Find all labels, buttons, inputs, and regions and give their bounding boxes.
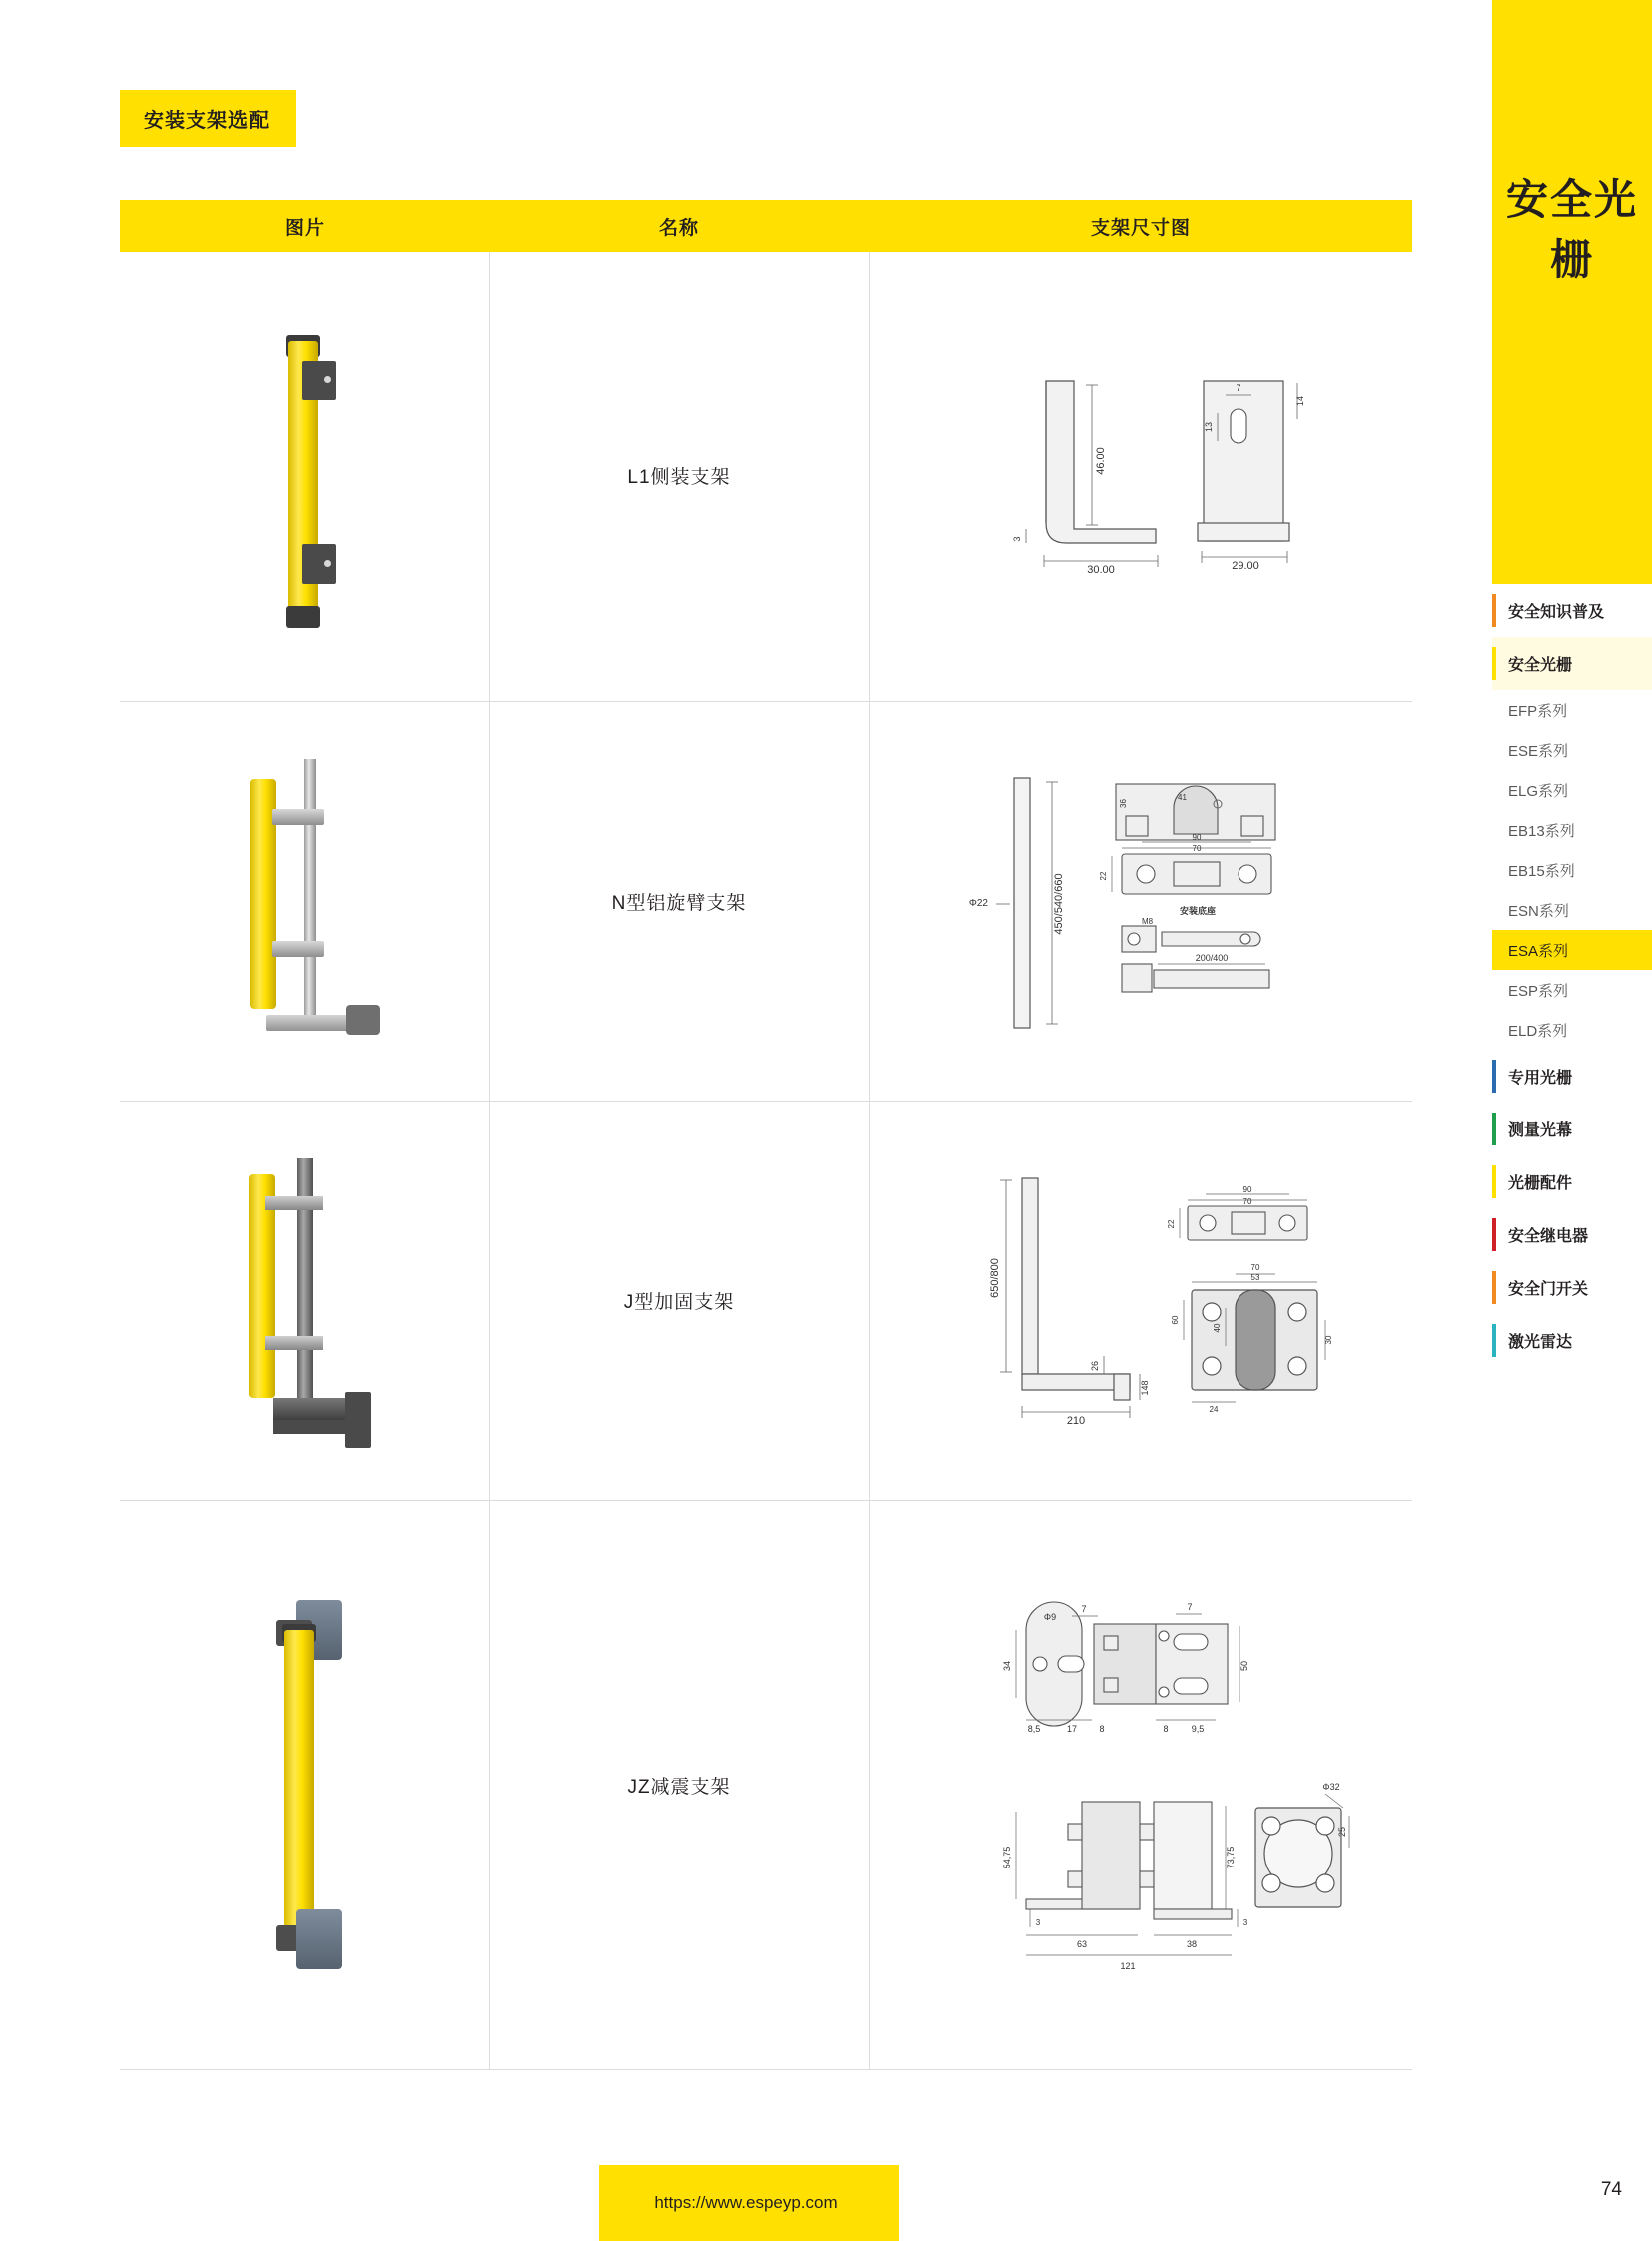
sidebar-color-bar: [1492, 594, 1496, 627]
cell-product-name: [489, 252, 869, 701]
svg-text:24: 24: [1209, 1405, 1219, 1414]
sidebar-subitem-label: ELD系列: [1508, 1022, 1568, 1040]
table-row: [120, 1500, 1412, 2069]
sidebar-subitem-1-6[interactable]: [1492, 930, 1652, 970]
sidebar-group-3[interactable]: [1492, 1103, 1652, 1155]
svg-text:148: 148: [1140, 1380, 1151, 1396]
svg-text:3: 3: [1243, 1918, 1248, 1927]
sidebar-subitem-1-3[interactable]: [1492, 810, 1652, 850]
svg-text:450/540/660: 450/540/660: [1053, 873, 1066, 935]
sidebar-subitem-1-8[interactable]: [1492, 1010, 1652, 1050]
page-number: 74: [1600, 2179, 1622, 2200]
svg-text:14: 14: [1295, 395, 1306, 406]
sidebar-group-label: 安全继电器: [1508, 1228, 1589, 1245]
sidebar-color-bar: [1492, 647, 1496, 680]
column-header-dimension: 支架尺寸图: [869, 200, 1412, 252]
sidebar-subitem-label: EB15系列: [1508, 862, 1575, 880]
sidebar-group-4[interactable]: [1492, 1155, 1652, 1208]
l1-side-mount-bracket-photo: [250, 327, 360, 626]
sidebar-group-label: 安全门开关: [1508, 1281, 1589, 1298]
svg-text:30.00: 30.00: [1087, 563, 1116, 576]
product-name-label: JZ减震支架: [627, 1776, 731, 1798]
sidebar-group-7[interactable]: [1492, 1314, 1652, 1367]
sidebar-subitem-1-2[interactable]: [1492, 770, 1652, 810]
svg-text:70: 70: [1242, 1197, 1252, 1206]
sidebar-group-label: 激光雷达: [1508, 1334, 1573, 1351]
svg-text:41: 41: [1178, 793, 1188, 802]
svg-text:60: 60: [1171, 1315, 1181, 1325]
sidebar-subitem-label: ESA系列: [1508, 942, 1569, 960]
svg-text:Φ22: Φ22: [969, 898, 989, 909]
table-header-row: [120, 200, 1412, 252]
cell-product-name: [489, 1500, 869, 2069]
product-name-label: J型加固支架: [623, 1291, 735, 1313]
svg-text:7: 7: [1187, 1602, 1193, 1612]
svg-text:121: 121: [1120, 1961, 1136, 1971]
sidebar-subitem-1-7[interactable]: [1492, 970, 1652, 1010]
sidebar-group-label: 测量光幕: [1508, 1122, 1573, 1139]
svg-text:73,75: 73,75: [1226, 1846, 1237, 1869]
svg-text:13: 13: [1204, 421, 1215, 432]
cell-product-name: [489, 1101, 869, 1500]
svg-text:M8: M8: [1142, 917, 1154, 926]
cell-product-name: [489, 701, 869, 1101]
svg-text:90: 90: [1192, 833, 1202, 842]
svg-text:54,75: 54,75: [1002, 1846, 1013, 1869]
svg-text:7: 7: [1236, 382, 1241, 393]
svg-text:38: 38: [1187, 1939, 1198, 1949]
sidebar-subitem-1-1[interactable]: [1492, 730, 1652, 770]
sidebar-group-2[interactable]: [1492, 1050, 1652, 1103]
svg-text:210: 210: [1067, 1415, 1086, 1427]
svg-text:200/400: 200/400: [1195, 953, 1229, 963]
n-type-rotating-arm-bracket-photo: [220, 751, 390, 1051]
table-row: [120, 252, 1412, 701]
svg-text:9,5: 9,5: [1191, 1724, 1205, 1734]
sidebar-color-bar: [1492, 1165, 1496, 1198]
table-row: [120, 1101, 1412, 1500]
product-name-label: N型铝旋臂支架: [611, 892, 747, 914]
n-type-dimension-drawing: [926, 756, 1355, 1046]
sidebar-color-bar: [1492, 1113, 1496, 1145]
svg-text:50: 50: [1239, 1660, 1250, 1672]
svg-text:36: 36: [1119, 799, 1129, 808]
svg-text:17: 17: [1067, 1724, 1078, 1734]
sidebar-color-bar: [1492, 1218, 1496, 1251]
sidebar-navigation: [1492, 0, 1652, 2241]
svg-text:34: 34: [1002, 1660, 1013, 1672]
j-type-dimension-drawing: [926, 1160, 1355, 1440]
table-row: [120, 701, 1412, 1101]
column-header-name: 名称: [489, 200, 869, 252]
sidebar-subitem-label: ESP系列: [1508, 982, 1569, 1000]
product-name-label: L1侧装支架: [627, 467, 731, 489]
sidebar-group-label: 光栅配件: [1508, 1175, 1573, 1192]
svg-text:3: 3: [1036, 1918, 1041, 1927]
svg-text:90: 90: [1242, 1185, 1252, 1194]
sidebar-subitem-label: ESE系列: [1508, 742, 1569, 760]
svg-text:46.00: 46.00: [1095, 446, 1108, 475]
sidebar-subitem-label: ELG系列: [1508, 782, 1569, 800]
svg-text:22: 22: [1099, 871, 1109, 881]
cell-product-photo: [120, 1500, 489, 2069]
sidebar-group-label: 安全光栅: [1508, 657, 1573, 674]
footer-website-url[interactable]: https://www.espeyp.com: [654, 2193, 838, 2212]
svg-text:40: 40: [1213, 1323, 1223, 1333]
sidebar-subitem-label: ESN系列: [1508, 902, 1569, 920]
svg-text:63: 63: [1077, 1939, 1088, 1949]
sidebar-subitem-label: EFP系列: [1508, 702, 1568, 720]
svg-text:安装底座: 安装底座: [1180, 906, 1217, 916]
sidebar-group-6[interactable]: [1492, 1261, 1652, 1314]
cell-product-photo: [120, 252, 489, 701]
sidebar-group-5[interactable]: [1492, 1208, 1652, 1261]
svg-text:8,5: 8,5: [1027, 1724, 1041, 1734]
sidebar-color-bar: [1492, 1271, 1496, 1304]
svg-text:30: 30: [1324, 1335, 1334, 1345]
sidebar-subitem-label: EB13系列: [1508, 822, 1575, 840]
sidebar-group-label: 安全知识普及: [1508, 604, 1605, 621]
jz-dimension-drawing: [926, 1580, 1355, 1989]
svg-text:29.00: 29.00: [1232, 559, 1260, 572]
svg-text:Φ32: Φ32: [1322, 1782, 1340, 1792]
sidebar-group-1[interactable]: [1492, 637, 1652, 690]
sidebar-color-bar: [1492, 1324, 1496, 1357]
svg-text:8: 8: [1163, 1724, 1169, 1734]
sidebar-group-0[interactable]: [1492, 584, 1652, 637]
svg-text:53: 53: [1250, 1273, 1260, 1282]
sidebar-title: 安全光栅: [1505, 176, 1638, 283]
j-type-reinforced-bracket-photo: [215, 1150, 395, 1450]
sidebar-subitem-1-5[interactable]: [1492, 890, 1652, 930]
svg-text:70: 70: [1250, 1263, 1260, 1272]
svg-text:7: 7: [1081, 1604, 1087, 1614]
sidebar-color-bar: [1492, 1060, 1496, 1093]
svg-text:26: 26: [1090, 1360, 1101, 1372]
cell-dimension-drawing: [869, 1101, 1412, 1500]
cell-product-photo: [120, 1101, 489, 1500]
jz-damping-bracket-photo: [240, 1590, 370, 1979]
cell-product-photo: [120, 701, 489, 1101]
svg-text:22: 22: [1167, 1219, 1177, 1229]
column-header-image: 图片: [120, 200, 489, 252]
svg-text:650/800: 650/800: [989, 1258, 1002, 1298]
cell-dimension-drawing: [869, 252, 1412, 701]
svg-text:25: 25: [1337, 1826, 1348, 1838]
sidebar-subitem-1-4[interactable]: [1492, 850, 1652, 890]
svg-text:Φ9: Φ9: [1044, 1612, 1057, 1622]
svg-text:3: 3: [1012, 536, 1023, 542]
bracket-options-table: [120, 200, 1412, 2070]
svg-text:8: 8: [1099, 1724, 1105, 1734]
section-title: 安装支架选配: [120, 90, 296, 147]
sidebar-subitem-1-0[interactable]: [1492, 690, 1652, 730]
svg-text:70: 70: [1192, 844, 1202, 853]
cell-dimension-drawing: [869, 1500, 1412, 2069]
sidebar-header-block: [1492, 0, 1652, 584]
l1-dimension-drawing: [926, 362, 1355, 591]
sidebar-group-label: 专用光栅: [1508, 1070, 1573, 1087]
cell-dimension-drawing: [869, 701, 1412, 1101]
